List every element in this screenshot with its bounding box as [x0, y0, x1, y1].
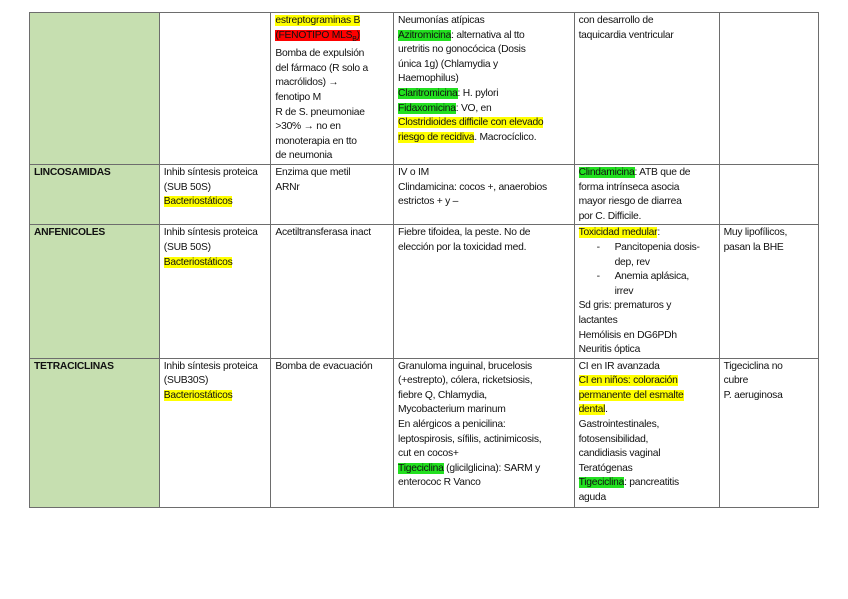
resistance-cell: Acetiltransferasa inact [271, 225, 394, 358]
resistance-cell: Enzima que metil ARNr [271, 164, 394, 224]
table-row [30, 225, 819, 358]
table-row [30, 13, 819, 165]
mechanism-cell: Inhib síntesis proteica (SUB 50S) Bacteriostáticos [159, 225, 271, 358]
resistance-cell: estreptograminas B (FENOTIPO $MLS_B$) Bomba de expulsión del fármaco (R solo a macrólidos) → fenotipo M R de S. pneumoniae >30% → no en monoterapia en tto de neumonia [271, 13, 394, 165]
spectrum-cell: IV o IM Clindamicina: cocos +, anaerobios estrictos + y – [394, 164, 575, 224]
adverse-effects-cell: con desarrollo de taquicardia ventricular [574, 13, 719, 165]
spectrum-cell: Granuloma inguinal, brucelosis (+estrepto), cólera, ricketsiosis, fiebre Q, Chlamydia, Mycobacterium marinum En alérgicos a penicilina: leptospirosis, sífilis, actinimicosis, cut en cocos+ Tigeciclina (glicilglicina): SARM y enterococ R Vanco [394, 358, 575, 507]
resistance-cell: Bomba de evacuación [271, 358, 394, 507]
table-row [30, 164, 819, 224]
adverse-effects-cell: Toxicidad medular: - Pancitopenia dosis- dep, rev - Anemia aplásica, irrev Sd gris: prematuros y lactantes Hemólisis en DG6PDh Neuritis óptica [574, 225, 719, 358]
category-cell: LINCOSAMIDAS [30, 164, 160, 224]
spectrum-cell: Neumonías atípicas Azitromicina: alternativa al tto uretritis no gonocócica (Dosis única 1g) (Chlamydia y Haemophilus) Claritromicina: H. pylori Fidaxomicina: VO, en Clostridioides difficile con elevado riesgo de recidiva. Macrocíclico. [394, 13, 575, 165]
mechanism-cell: Inhib síntesis proteica (SUB30S) Bacteriostáticos [159, 358, 271, 507]
adverse-effects-cell: Clindamicina: ATB que de forma intrínseca asocia mayor riesgo de diarrea por C. Difficile. [574, 164, 719, 224]
notes-cell: Tigeciclina no cubre P. aeruginosa [719, 358, 818, 507]
notes-cell [719, 13, 818, 165]
antibiotics-table [29, 12, 819, 508]
mechanism-cell: Inhib síntesis proteica (SUB 50S) Bacteriostáticos [159, 164, 271, 224]
table-row [30, 358, 819, 507]
spectrum-cell: Fiebre tifoidea, la peste. No de elección por la toxicidad med. [394, 225, 575, 358]
notes-cell [719, 164, 818, 224]
category-cell [30, 13, 160, 165]
mechanism-cell [159, 13, 271, 165]
list-item: - Anemia aplásica, [596, 271, 689, 283]
category-cell: ANFENICOLES [30, 225, 160, 358]
notes-cell: Muy lipofílicos, pasan la BHE [719, 225, 818, 358]
list-item: - Pancitopenia dosis- [596, 241, 700, 253]
category-cell: TETRACICLINAS [30, 358, 160, 507]
adverse-effects-cell: CI en IR avanzada CI en niños: coloración permanente del esmalte dental. Gastrointestinales, fotosensibilidad, candidiasis vaginal Teratógenas Tigeciclina: pancreatitis aguda [574, 358, 719, 507]
